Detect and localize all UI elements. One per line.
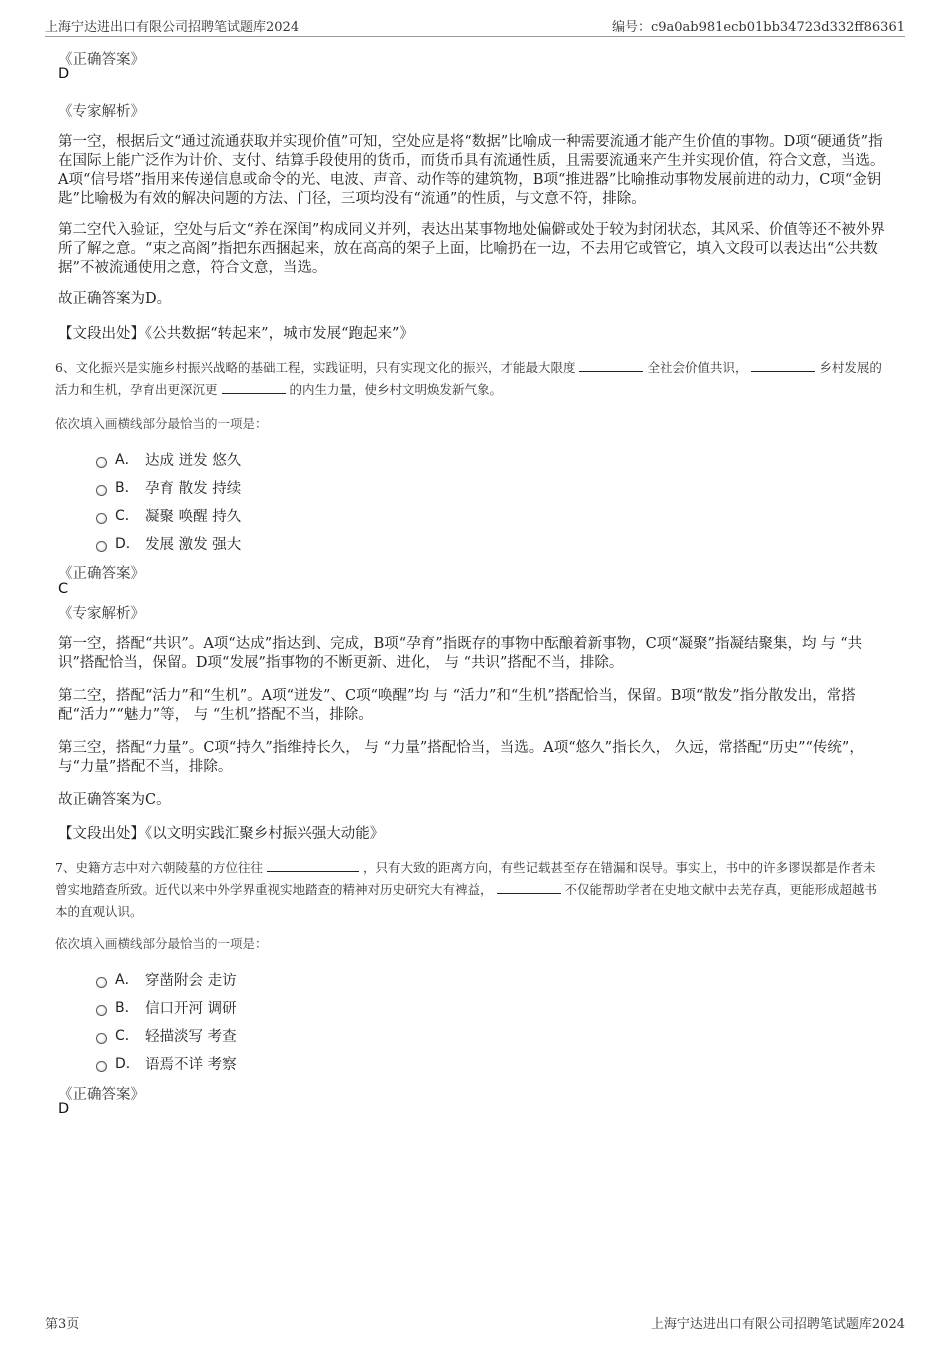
radio-icon[interactable]: [96, 457, 107, 468]
option-b[interactable]: [96, 477, 241, 497]
expert-analysis-label: 《专家解析》: [58, 606, 145, 622]
stem-text: 的内生力量，使乡村文明焕发新气象。: [289, 382, 502, 397]
option-d[interactable]: [96, 533, 241, 553]
header-title: 上海宁达进出口有限公司招聘笔试题库2024: [45, 20, 300, 35]
source-citation: 【文段出处】《公共数据“转起来”，城市发展“跑起来”》: [58, 326, 414, 342]
correct-answer-label: 《正确答案》: [58, 52, 145, 68]
correct-answer: D: [58, 66, 70, 82]
page-header: [45, 14, 905, 37]
option-c[interactable]: [96, 1025, 237, 1045]
radio-icon[interactable]: [96, 485, 107, 496]
radio-icon[interactable]: [96, 1033, 107, 1044]
analysis-paragraph: 第一空，搭配“共识”。A项“达成”指达到、完成，B项“孕育”指既存的事物中酝酿着新事物，C项“凝聚”指凝结聚集，均 与 “共识”搭配恰当，保留。D项“发展”指事物的不断更新、进化， 与 “共识”搭配不当，排除。: [58, 636, 863, 671]
option-c[interactable]: [96, 505, 241, 525]
blank-line: [579, 359, 643, 372]
option-a[interactable]: [96, 449, 241, 469]
option-text: 信口开河 调研: [145, 1000, 237, 1017]
correct-answer: D: [58, 1101, 70, 1117]
stem-text: 不仅能帮助学者在史地文献中去芜存真，更能形成超越书本的直观认识。: [55, 882, 877, 919]
document-id: 编号：c9a0ab981ecb01bb34723d332ff86361: [611, 20, 905, 35]
expert-analysis-label: 《专家解析》: [58, 104, 145, 120]
blank-line: [497, 881, 561, 894]
radio-icon[interactable]: [96, 1005, 107, 1016]
stem-text: 全社会价值共识，: [647, 360, 748, 375]
analysis-paragraph: 第三空，搭配“力量”。C项“持久”指维持长久， 与 “力量”搭配恰当，当选。A项“悠久”指长久， 久远，常搭配“历史”“传统”，与“力量”搭配不当，排除。: [58, 740, 864, 775]
option-letter: D．: [115, 536, 140, 552]
source-citation: 【文段出处】《以文明实践汇聚乡村振兴强大动能》: [58, 826, 385, 842]
option-letter: A．: [115, 972, 139, 988]
analysis-paragraph: 第二空，搭配“活力”和“生机”。A项“迸发”、C项“唤醒”均 与 “活力”和“生机”搭配恰当，保留。B项“散发”指分散发出，常搭配“活力”“魅力”等， 与 “生机”搭配不当，排除。: [58, 688, 856, 723]
correct-answer-label: 《正确答案》: [58, 566, 145, 582]
radio-icon[interactable]: [96, 977, 107, 988]
question-prompt: 依次填入画横线部分最恰当的一项是：: [55, 416, 268, 431]
option-text: 达成 迸发 悠久: [145, 452, 242, 469]
radio-icon[interactable]: [96, 1061, 107, 1072]
option-text: 轻描淡写 考查: [145, 1028, 237, 1045]
option-text: 穿凿附会 走访: [145, 972, 237, 989]
conclusion: 故正确答案为C。: [58, 792, 171, 808]
stem-text: 7、史籍方志中对六朝陵墓的方位往往: [55, 860, 263, 875]
page-number: 第3页: [45, 1317, 80, 1332]
option-text: 凝聚 唤醒 持久: [145, 508, 242, 525]
radio-icon[interactable]: [96, 541, 107, 552]
conclusion: 故正确答案为D。: [58, 291, 172, 307]
stem-text: 乡村发展的活力和生机，孕育出更深沉更: [55, 360, 882, 397]
correct-answer: C: [58, 581, 69, 597]
option-text: 发展 激发 强大: [145, 536, 242, 553]
question-prompt: 依次填入画横线部分最恰当的一项是：: [55, 936, 268, 951]
option-letter: C．: [115, 508, 139, 524]
option-letter: C．: [115, 1028, 139, 1044]
page-footer: [45, 1313, 905, 1333]
stem-text: 6、文化振兴是实施乡村振兴战略的基础工程，实践证明，只有实现文化的振兴，才能最大限度: [55, 360, 576, 375]
option-letter: B．: [115, 1000, 139, 1016]
footer-title: 上海宁达进出口有限公司招聘笔试题库2024: [650, 1317, 905, 1332]
option-letter: D．: [115, 1056, 140, 1072]
option-d[interactable]: [96, 1053, 237, 1073]
blank-line: [222, 381, 286, 394]
question-stem: [55, 857, 885, 923]
question-stem: [55, 357, 885, 401]
blank-line: [267, 859, 359, 872]
option-b[interactable]: [96, 997, 237, 1017]
analysis-paragraph: 第二空代入验证，空处与后文“养在深闺”构成同义并列，表达出某事物地处偏僻或处于较为封闭状态，其风采、价值等还不被外界所了解之意。“束之高阁”指把东西捆起来，放在高高的架子上面，比喻扔在一边，不去用它或管它，填入文段可以表达出“公共数据”不被流通使用之意，符合文意，当选。: [58, 222, 885, 276]
option-text: 孕育 散发 持续: [145, 480, 242, 497]
option-text: 语焉不详 考察: [145, 1056, 237, 1073]
correct-answer-label: 《正确答案》: [58, 1087, 145, 1103]
option-a[interactable]: [96, 969, 237, 989]
radio-icon[interactable]: [96, 513, 107, 524]
analysis-paragraph: 第一空，根据后文“通过流通获取并实现价值”可知，空处应是将“数据”比喻成一种需要流通才能产生价值的事物。D项“硬通货”指在国际上能广泛作为计价、支付、结算手段使用的货币，而货币具有流通性质，且需要流通来产生并实现价值，符合文意，当选。A项“信号塔”指用来传递信息或命令的光、电波、声音、动作等的建筑物，B项“推进器”比喻推动事物发展前进的动力，C项“金钥匙”比喻极为有效的解决问题的方法、门径，三项均没有“流通”的性质，与文意不符，排除。: [58, 134, 885, 207]
option-letter: A．: [115, 452, 139, 468]
option-letter: B．: [115, 480, 139, 496]
stem-text: ，只有大致的距离方向，有些记载甚至存在错漏和误导。事实上，书中的许多谬误都是作者未曾实地踏查所致。近代以来中外学界重视实地踏查的精神对历史研究大有裨益，: [55, 860, 876, 897]
blank-line: [751, 359, 815, 372]
